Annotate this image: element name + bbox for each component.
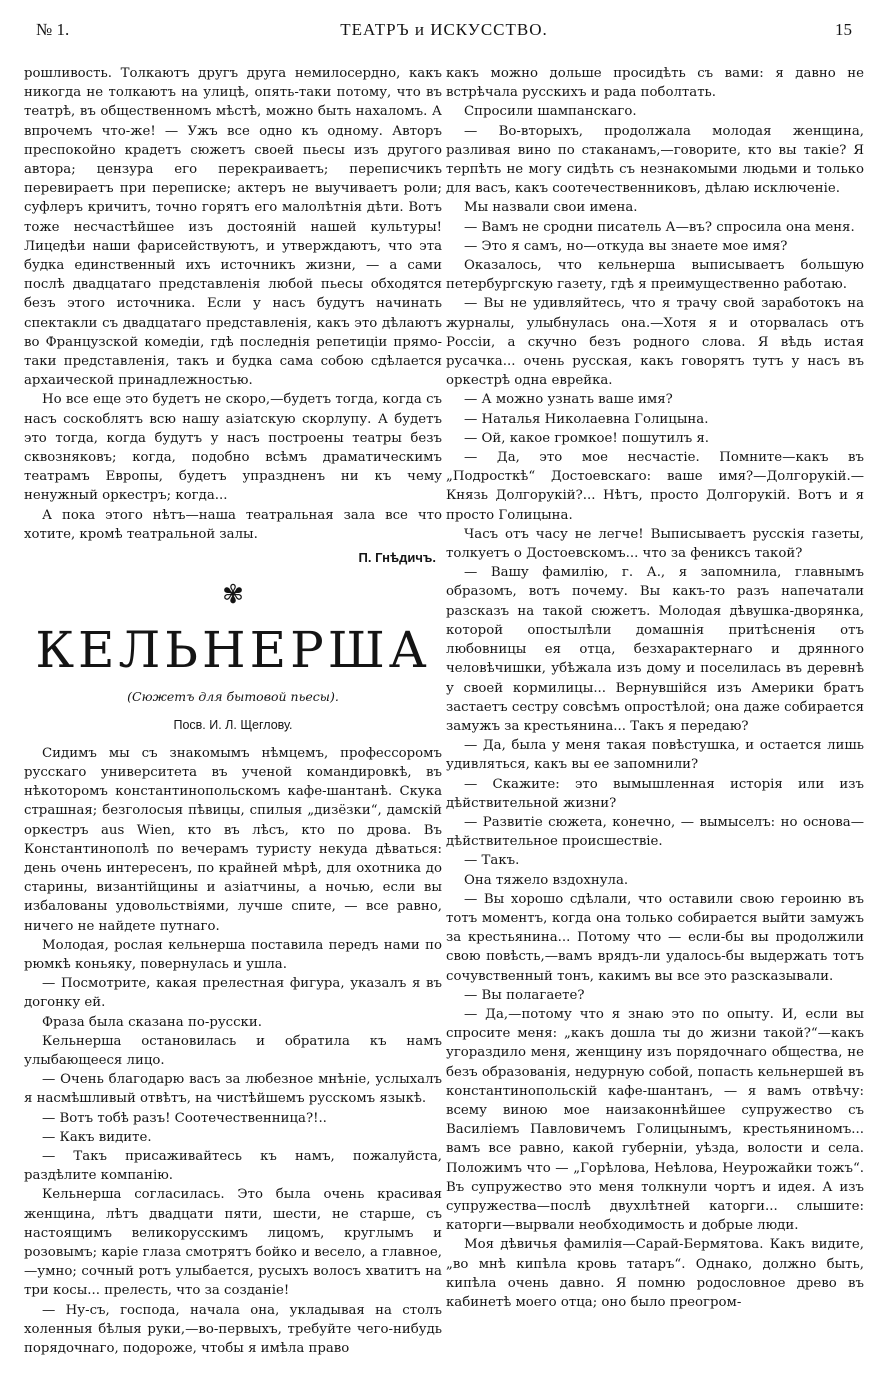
paragraph: Моя дѣвичья фамилiя—Сарай-Бермятова. Какъ видите, „во мнѣ кипѣла кровь татаръ“. Однако, должно быть, кипѣла очень давно. Я помню родословное древо въ кабинетѣ моего отца; оно было преогром-: [446, 1237, 864, 1310]
paragraph: — Во-вторыхъ, продолжала молодая женщина, разливая вино по стаканамъ,—говорите, кто вы такiе? Я терпѣть не могу сидѣть съ незнакомыми людьми и только для васъ, какъ соотечественниковъ, дѣлаю исключенiе.: [446, 123, 864, 197]
paragraph: какъ можно дольше просидѣть съ вами: я давно не встрѣчала русскихъ и рада поболтать.: [446, 66, 864, 101]
left-column: [24, 64, 442, 1358]
paragraph: А пока этого нѣтъ—наша театральная зала все что хотите, кромѣ театральной залы.: [24, 507, 442, 542]
story-title: КЕЛЬНЕРША: [35, 621, 431, 680]
paragraph: рошливость. Толкаютъ другъ друга немилосердно, какъ никогда не толкаютъ на улицѣ, опять-таки потому, что въ театрѣ, въ общественномъ мѣстѣ, можно быть нахаломъ. А впрочемъ что-же! — Ужъ все одно къ одному. Авторъ преспокойно крадетъ сюжетъ своей пьесы изъ другого автора; цензура его перекраиваетъ; переписчикъ перевираетъ при переписке; актеръ не выучиваетъ роли; суфлеръ кричитъ, точно горятъ его малолѣтнiя дѣти. Вотъ тоже несчастѣйшее изъ достоянiй нашей культуры! Лицедѣи наши фарисействуютъ, и утверждаютъ, что эта будка единственный ихъ источникъ жизни, — а сами послѣ двадцатаго представленiя любой пьесы обходятся безъ этого источника. Если у насъ будутъ начинать спектакли съ двадцатаго представленiя, какъ это дѣлаютъ во Французской комедiи, гдѣ последнiя репетицiи прямо-таки представленiя, такъ и будка сама собою сдѣлается архаической принадлежностью.: [24, 66, 442, 389]
paragraph: — Такъ присаживайтесь къ намъ, пожалуйста, раздѣлите компанiю.: [24, 1148, 442, 1184]
paragraph: — Посмотрите, какая прелестная фигура, указалъ я въ догонку ей.: [24, 976, 442, 1011]
paragraph: — Вашу фамилiю, г. А., я запомнила, главнымъ образомъ, вотъ почему. Вы какъ-то разъ напечатали разсказъ на такой сюжетъ. Молодая дѣвушка-дворянка, которой опостылѣли домашнiя притѣсненiя отъ любовницы ея отца, безхарактернаго и дрянного человѣчишки, убѣжала изъ дому и поселилась въ деревнѣ у своей кормилицы... Вернувшiйся изъ Америки братъ застаетъ сестру совсѣмъ опростѣлой; она даже собирается замужъ за крестьянина... Такъ я передаю?: [446, 565, 864, 734]
story-dedication: Посв. И. Л. Щеглову.: [173, 718, 293, 733]
journal-title: ТЕАТРЪ и ИСКУССТВО.: [340, 20, 548, 39]
page-number: 15: [835, 20, 852, 39]
paragraph: Оказалось, что кельнерша выписываетъ большую петербургскую газету, гдѣ я преимущественно работаю.: [446, 258, 864, 293]
right-column: [446, 64, 864, 1312]
flower-ornament-icon: ✾: [222, 580, 244, 611]
paragraph: Фраза была сказана по-русски.: [42, 1014, 262, 1030]
paragraph: — Ой, какое громкое! пошутилъ я.: [464, 430, 709, 446]
author-signature: П. Гнѣдичъ.: [358, 550, 436, 566]
paragraph: — Вамъ не сродни писатель А—въ? спросила она меня.: [464, 219, 855, 235]
paragraph: — Да,—потому что я знаю это по опыту. И, если вы спросите меня: „какъ дошла ты до жизни такой?“—какъ угораздило меня, женщину изъ порядочнаго общества, не безъ образованiя, недурную собой, попасть кельнершей въ константинопольскiй кафе-шантанъ, — я вамъ отвѣчу: всему виною мое наизаконнѣйшее супружество съ Василiемъ Павловичемъ Голицынымъ, крестьяниномъ... вамъ все равно, какой губернiи, уѣзда, волости и села. Положимъ что — „Горѣлова, Неѣлова, Неурожайки тожъ“. Въ супружество это меня толкнули чортъ и идея. А изъ супружества—послѣ двухлѣтней каторги... слышите: каторги—вырвали необходимость и добрые люди.: [446, 1006, 864, 1234]
story-subtitle: (Сюжетъ для бытовой пьесы).: [127, 689, 339, 705]
paragraph: Сидимъ мы съ знакомымъ нѣмцемъ, профессоромъ русскаго университета въ ученой командировкѣ, въ нѣкоторомъ константинопольскомъ кафе-шантанѣ. Скука страшная; безголосыя пѣвицы, спилыя „дизёзки“, дамскiй оркестръ aus Wien, кто въ лѣсъ, кто по дрова. Въ Константинополѣ по вечерамъ туристу некуда дѣваться: день очень интересенъ, по крайней мѣрѣ, для охотника до старины, византiйщины и азiатчины, а ночью, если вы избалованы удовольствiями, лучше спите, — все равно, ничего не найдете путнаго.: [24, 745, 442, 934]
paragraph: — Такъ.: [464, 853, 520, 869]
paragraph: — Это я самъ, но—откуда вы знаете мое имя?: [464, 238, 788, 254]
paragraph: Молодая, рослая кельнерша поставила передъ нами по рюмкѣ коньяку, повернулась и ушла.: [24, 937, 442, 972]
issue-number: № 1.: [36, 20, 70, 39]
paragraph: — Вы не удивляйтесь, что я трачу свой заработокъ на журналы, улыбнулась она.—Хотя я и оторвалась отъ Россiи, а скучно безъ родного слова. Я вѣдь истая русачка... очень русская, какъ говорятъ тутъ у насъ въ оркестрѣ одна еврейка.: [446, 296, 864, 389]
paragraph: — Ну-съ, господа, начала она, укладывая на столъ холенныя бѣлыя руки,—во-первыхъ, требуйте чего-нибудь порядочнаго, подороже, чтобы я имѣла право: [24, 1302, 442, 1356]
paragraph: — А можно узнать ваше имя?: [464, 392, 673, 408]
paragraph: Кельнерша остановилась и обратила къ намъ улыбающееся лицо.: [24, 1033, 442, 1068]
paragraph: Спросили шампанскаго.: [464, 104, 637, 120]
paragraph: — Вотъ тобѣ разъ! Соотечественница?!..: [42, 1110, 327, 1126]
paragraph: Кельнерша согласилась. Это была очень красивая женщина, лѣтъ двадцати пяти, шести, не старше, съ настоящимъ великорусскимъ лицомъ, круглымъ и розовымъ; карiе глаза смотрятъ бойко и весело, а главное,—умно; сочный ротъ улыбается, русыхъ волосъ хватитъ на три косы... прелесть, что за созданiе!: [24, 1187, 442, 1299]
paragraph: Мы назвали свои имена.: [464, 200, 638, 216]
paragraph: — Да, это мое несчастiе. Помните—какъ въ „Подросткѣ“ Достоевскаго: ваше имя?—Долгорукiй.—Князь Долгорукiй?... Нѣтъ, просто Долгорукiй. Вотъ и я просто Голицына.: [446, 450, 864, 523]
paragraph: — Очень благодарю васъ за любезное мнѣнiе, услыхалъ я насмѣшливый отвѣтъ, на чистѣйшемъ русскомъ языкѣ.: [24, 1072, 442, 1107]
paragraph: Она тяжело вздохнула.: [464, 872, 629, 888]
paragraph: Часъ отъ часу не легче! Выписываетъ русскiя газеты, толкуетъ о Достоевскомъ... что за фениксъ такой?: [446, 526, 864, 562]
paragraph: — Какъ видите.: [42, 1129, 152, 1145]
paragraph: — Вы хорошо сдѣлали, что оставили свою героиню въ тотъ моментъ, когда она только собирается выйти замужъ за крестьянина... Потому что — если-бы вы продолжили свою повѣсть,—вамъ врядъ-ли удалось-бы выдержать тотъ сочувственный тонъ, какимъ вы все это разсказывали.: [446, 891, 864, 984]
paragraph: Но все еще это будетъ не скоро,—будетъ тогда, когда съ насъ соскоблятъ всю нашу азiатскую скорлупу. А будетъ это тогда, когда будутъ у насъ построены театры безъ сквозняковъ; когда, подобно всѣмъ драматическимъ театрамъ Европы, будетъ упраздненъ ни къ чему ненужный оркестръ; когда...: [24, 392, 442, 504]
paragraph: — Да, была у меня такая повѣстушка, и остается лишь удивляться, какъ вы ее запомнили?: [446, 738, 864, 773]
paragraph: — Скажите: это вымышленная исторiя или изъ дѣйствительной жизни?: [446, 776, 864, 811]
paragraph: — Наталья Николаевна Голицына.: [464, 411, 709, 427]
page-header: [30, 18, 858, 48]
paragraph: — Развитiе сюжета, конечно, — вымыселъ: но основа—дѣйствительное происшествiе.: [446, 814, 864, 850]
paragraph: — Вы полагаете?: [464, 987, 585, 1003]
